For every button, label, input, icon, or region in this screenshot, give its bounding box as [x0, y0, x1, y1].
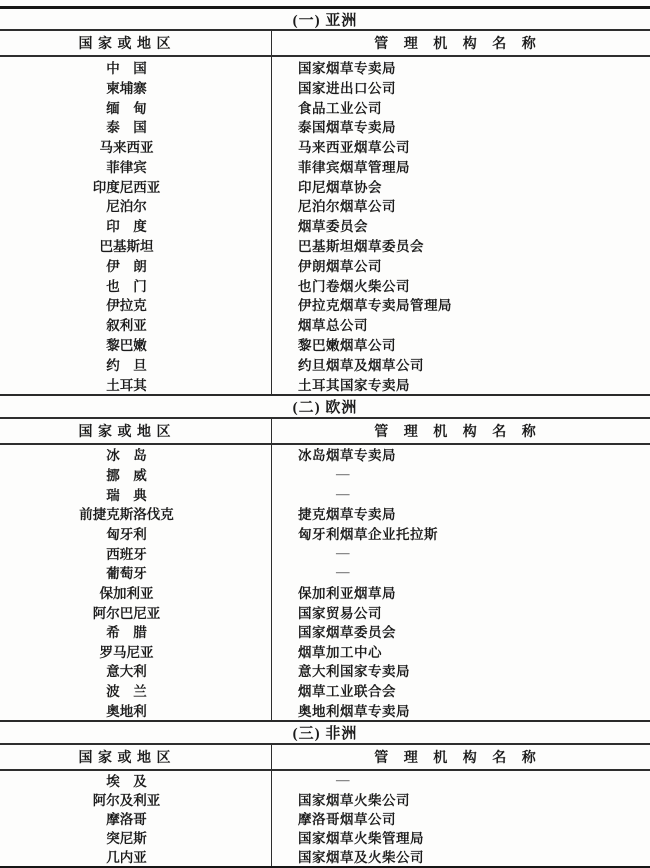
country-cell: 匈牙利 [0, 523, 272, 543]
table-row [0, 484, 650, 504]
agency-cell: 食品工业公司 [298, 100, 382, 116]
country-cell: 柬埔寨 [0, 77, 272, 97]
section-title-europe: (二) 欧洲 [0, 394, 650, 419]
country-cell: 波 兰 [0, 680, 272, 700]
country-cell: 葡萄牙 [0, 562, 272, 582]
table-row [0, 97, 650, 117]
column-header-country: 国 家 或 地 区 [0, 31, 272, 55]
table-row [0, 464, 650, 484]
country-cell: 叙利亚 [0, 314, 272, 334]
agency-cell: 摩洛哥烟草公司 [298, 812, 396, 828]
agency-cell: 也门卷烟火柴公司 [298, 278, 410, 294]
agency-cell: 烟草总公司 [298, 318, 368, 334]
country-cell: 印度尼西亚 [0, 176, 272, 196]
table-row [0, 523, 650, 543]
table-row [0, 354, 650, 374]
table-row [0, 275, 650, 295]
agency-cell: 黎巴嫩烟草公司 [298, 338, 396, 354]
table-row [0, 602, 650, 622]
agency-cell: 约旦烟草及烟草公司 [298, 357, 424, 373]
table-row [0, 235, 650, 255]
table-row [0, 445, 650, 465]
country-cell: 马来西亚 [0, 136, 272, 156]
country-cell: 奥地利 [0, 700, 272, 720]
country-cell: 保加利亚 [0, 582, 272, 602]
agency-cell-empty: — [336, 485, 350, 501]
table-header-row [0, 31, 650, 57]
agency-cell: 马来西亚烟草公司 [298, 140, 410, 156]
table-row [0, 582, 650, 602]
table-row [0, 77, 650, 97]
country-cell: 印 度 [0, 215, 272, 235]
table-row [0, 374, 650, 394]
country-cell: 约 旦 [0, 354, 272, 374]
column-header-agency: 管 理 机 构 名 称 [374, 37, 536, 52]
section-asia [0, 6, 650, 394]
agency-cell: 烟草委员会 [298, 219, 368, 235]
agency-cell: 伊朗烟草公司 [298, 258, 382, 274]
column-header-agency: 管 理 机 构 名 称 [374, 750, 536, 766]
country-cell: 阿尔及利亚 [0, 790, 272, 809]
table-row [0, 680, 650, 700]
table-row [0, 809, 650, 828]
country-cell: 希 腊 [0, 621, 272, 641]
country-cell: 阿尔巴尼亚 [0, 602, 272, 622]
table-row [0, 196, 650, 216]
country-cell: 泰 国 [0, 116, 272, 136]
table-row [0, 700, 650, 720]
country-cell: 巴基斯坦 [0, 235, 272, 255]
table-body-europe [0, 445, 650, 720]
country-cell: 瑞 典 [0, 484, 272, 504]
agency-cell: 烟草加工中心 [298, 644, 382, 660]
table-row [0, 661, 650, 681]
agency-cell: 捷克烟草专卖局 [298, 507, 396, 523]
agency-cell: 国家贸易公司 [298, 605, 382, 621]
agency-cell: 国家烟草专卖局 [298, 60, 396, 76]
country-cell: 缅 甸 [0, 97, 272, 117]
table-row [0, 828, 650, 847]
agency-cell: 土耳其国家专卖局 [298, 377, 410, 393]
country-cell: 冰 岛 [0, 445, 272, 465]
agency-cell: 奥地利烟草专卖局 [298, 703, 410, 719]
country-cell: 尼泊尔 [0, 196, 272, 216]
table-row [0, 503, 650, 523]
table-row [0, 314, 650, 334]
table-row [0, 255, 650, 275]
table-header-row [0, 745, 650, 771]
table-row [0, 156, 650, 176]
agency-cell: 国家烟草及火柴公司 [298, 850, 424, 866]
agency-cell-empty: — [336, 466, 350, 481]
table-body-africa [0, 771, 650, 866]
section-europe [0, 394, 650, 720]
agency-cell: 伊拉克烟草专卖局管理局 [298, 298, 452, 314]
table-row [0, 543, 650, 563]
agency-cell-empty: — [336, 772, 350, 788]
agency-cell-empty: — [336, 544, 350, 560]
table-row [0, 334, 650, 354]
country-cell: 意大利 [0, 661, 272, 681]
table-row [0, 621, 650, 641]
country-cell: 突尼斯 [0, 828, 272, 847]
table-row [0, 57, 650, 77]
agency-cell: 国家烟草委员会 [298, 625, 396, 641]
agency-cell: 泰国烟草专卖局 [298, 120, 396, 136]
agency-cell: 印尼烟草协会 [298, 179, 382, 195]
country-cell: 中 国 [0, 57, 272, 77]
table-row [0, 771, 650, 790]
country-cell: 前捷克斯洛伐克 [0, 503, 272, 523]
agency-cell: 烟草工业联合会 [298, 684, 396, 700]
table-row [0, 847, 650, 866]
agency-cell: 国家烟草火柴公司 [298, 793, 410, 809]
country-cell: 伊 朗 [0, 255, 272, 275]
table-row [0, 562, 650, 582]
table-row [0, 116, 650, 136]
table-body-asia [0, 57, 650, 394]
table-row [0, 295, 650, 315]
country-cell: 黎巴嫩 [0, 334, 272, 354]
section-title-asia: (一) 亚洲 [0, 6, 650, 31]
country-cell: 伊拉克 [0, 295, 272, 315]
column-header-country: 国 家 或 地 区 [0, 419, 272, 443]
country-cell: 罗马尼亚 [0, 641, 272, 661]
column-header-agency: 管 理 机 构 名 称 [374, 424, 536, 440]
column-header-country: 国 家 或 地 区 [0, 745, 272, 769]
agency-cell: 冰岛烟草专卖局 [298, 448, 396, 464]
table-header-row [0, 419, 650, 445]
agency-cell: 国家烟草火柴管理局 [298, 831, 424, 847]
country-cell: 西班牙 [0, 543, 272, 563]
agency-cell: 尼泊尔烟草公司 [298, 199, 396, 215]
agency-cell: 匈牙利烟草企业托拉斯 [298, 526, 438, 542]
country-cell: 摩洛哥 [0, 809, 272, 828]
table-row [0, 136, 650, 156]
country-cell: 埃 及 [0, 771, 272, 790]
section-africa [0, 720, 650, 868]
table-row [0, 790, 650, 809]
agency-cell: 国家进出口公司 [298, 80, 396, 96]
agency-cell: 菲律宾烟草管理局 [298, 159, 410, 175]
agency-cell: 巴基斯坦烟草委员会 [298, 239, 424, 255]
table-row [0, 176, 650, 196]
section-title-africa: (三) 非洲 [0, 720, 650, 745]
table-row [0, 215, 650, 235]
country-cell: 也 门 [0, 275, 272, 295]
country-cell: 挪 威 [0, 464, 272, 484]
country-cell: 土耳其 [0, 374, 272, 394]
agency-cell: 意大利国家专卖局 [298, 664, 410, 680]
country-cell: 几内亚 [0, 847, 272, 866]
agency-cell: 保加利亚烟草局 [298, 585, 396, 601]
table-row [0, 641, 650, 661]
agency-cell-empty: — [336, 564, 350, 580]
country-cell: 菲律宾 [0, 156, 272, 176]
